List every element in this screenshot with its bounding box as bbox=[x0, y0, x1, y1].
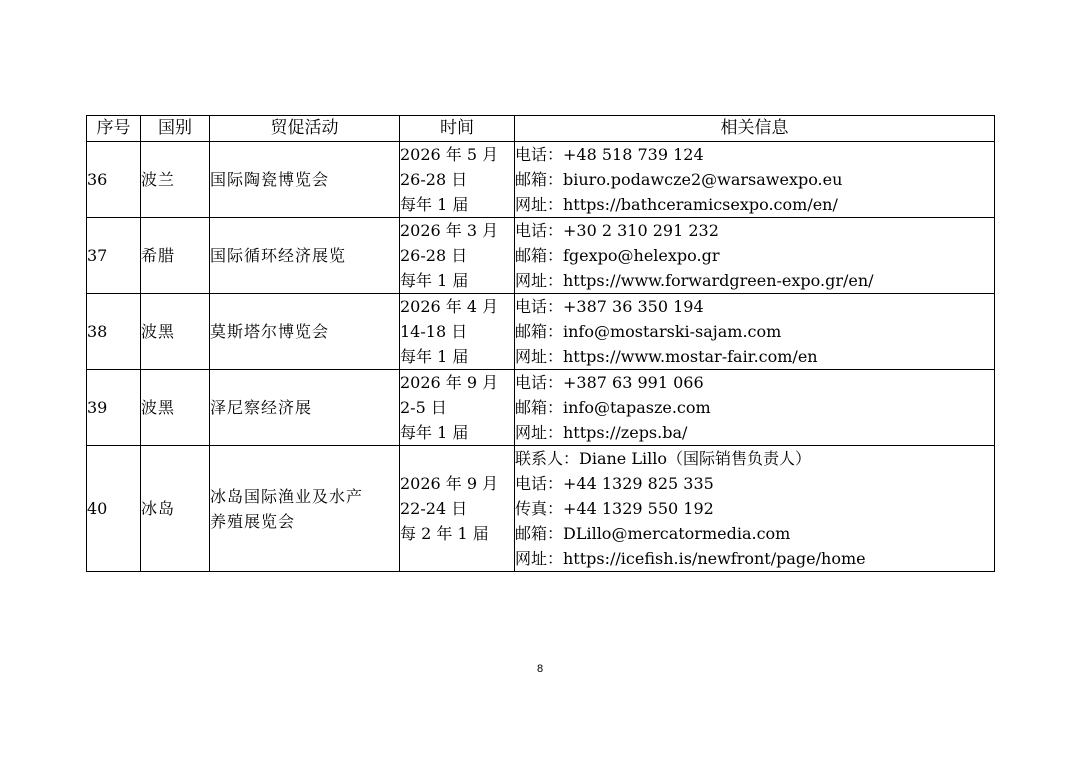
header-country: 国别 bbox=[141, 116, 210, 142]
table-header-row bbox=[87, 116, 995, 142]
time-line: 每年 1 届 bbox=[400, 271, 469, 290]
activity-line: 养殖展览会 bbox=[210, 511, 296, 531]
time-line: 26-28 日 bbox=[400, 170, 468, 189]
row-activity bbox=[210, 446, 400, 572]
activity-line: 国际陶瓷博览会 bbox=[210, 170, 330, 189]
row-country: 希腊 bbox=[141, 218, 210, 294]
info-line: 网址：https://www.forwardgreen-expo.gr/en/ bbox=[515, 271, 874, 290]
activity-line: 冰岛国际渔业及水产 bbox=[210, 486, 364, 506]
trade-promotion-table bbox=[86, 115, 995, 572]
info-line: 网址：https://zeps.ba/ bbox=[515, 423, 688, 442]
time-line: 2026 年 4 月 bbox=[400, 297, 499, 316]
header-info: 相关信息 bbox=[515, 116, 995, 142]
table-row bbox=[87, 142, 995, 218]
row-time bbox=[400, 142, 515, 218]
header-number: 序号 bbox=[87, 116, 141, 142]
table-row bbox=[87, 294, 995, 370]
activity-line: 泽尼察经济展 bbox=[210, 398, 313, 417]
row-number: 36 bbox=[87, 142, 141, 218]
time-line: 14-18 日 bbox=[400, 322, 468, 341]
table-body bbox=[87, 142, 995, 572]
table-row bbox=[87, 218, 995, 294]
row-country: 波兰 bbox=[141, 142, 210, 218]
info-line: 网址：https://bathceramicsexpo.com/en/ bbox=[515, 195, 838, 214]
time-line: 2026 年 9 月 bbox=[400, 373, 499, 392]
time-line: 2026 年 5 月 bbox=[400, 145, 499, 164]
page-number: 8 bbox=[536, 663, 544, 675]
info-line: 传真：+44 1329 550 192 bbox=[515, 499, 714, 518]
time-line: 每年 1 届 bbox=[400, 195, 469, 214]
row-activity bbox=[210, 294, 400, 370]
info-line: 邮箱：info@mostarski-sajam.com bbox=[515, 322, 782, 341]
row-info bbox=[515, 294, 995, 370]
time-line: 22-24 日 bbox=[400, 499, 468, 518]
time-line: 26-28 日 bbox=[400, 246, 468, 265]
row-info bbox=[515, 142, 995, 218]
time-line: 每年 1 届 bbox=[400, 423, 469, 442]
activity-line: 国际循环经济展览 bbox=[210, 246, 347, 265]
info-line: 邮箱：fgexpo@helexpo.gr bbox=[515, 246, 720, 265]
header-time: 时间 bbox=[400, 116, 515, 142]
time-line: 2026 年 9 月 bbox=[400, 474, 499, 493]
row-country: 波黑 bbox=[141, 370, 210, 446]
info-line: 邮箱：info@tapasze.com bbox=[515, 398, 711, 417]
row-number: 37 bbox=[87, 218, 141, 294]
table-row bbox=[87, 370, 995, 446]
row-time bbox=[400, 218, 515, 294]
info-line: 邮箱：DLillo@mercatormedia.com bbox=[515, 524, 791, 543]
info-line: 电话：+387 36 350 194 bbox=[515, 297, 704, 316]
table-row bbox=[87, 446, 995, 572]
row-activity bbox=[210, 142, 400, 218]
info-line: 网址：https://icefish.is/newfront/page/home bbox=[515, 549, 866, 568]
row-time bbox=[400, 446, 515, 572]
info-line: 电话：+387 63 991 066 bbox=[515, 373, 704, 392]
time-line: 每年 1 届 bbox=[400, 347, 469, 366]
row-country: 冰岛 bbox=[141, 446, 210, 572]
row-number: 38 bbox=[87, 294, 141, 370]
info-line: 电话：+30 2 310 291 232 bbox=[515, 221, 719, 240]
row-country: 波黑 bbox=[141, 294, 210, 370]
row-info bbox=[515, 218, 995, 294]
time-line: 2-5 日 bbox=[400, 398, 447, 417]
row-time bbox=[400, 370, 515, 446]
time-line: 每 2 年 1 届 bbox=[400, 524, 489, 543]
info-line: 电话：+48 518 739 124 bbox=[515, 145, 704, 164]
row-info bbox=[515, 446, 995, 572]
info-line: 电话：+44 1329 825 335 bbox=[515, 474, 714, 493]
row-number: 39 bbox=[87, 370, 141, 446]
info-line: 邮箱：biuro.podawcze2@warsawexpo.eu bbox=[515, 170, 843, 189]
info-line: 联系人：Diane Lillo（国际销售负责人） bbox=[515, 449, 811, 468]
header-activity: 贸促活动 bbox=[210, 116, 400, 142]
time-line: 2026 年 3 月 bbox=[400, 221, 499, 240]
row-activity bbox=[210, 370, 400, 446]
activity-line: 莫斯塔尔博览会 bbox=[210, 322, 330, 341]
info-line: 网址：https://www.mostar-fair.com/en bbox=[515, 347, 818, 366]
row-number: 40 bbox=[87, 446, 141, 572]
row-time bbox=[400, 294, 515, 370]
row-info bbox=[515, 370, 995, 446]
row-activity bbox=[210, 218, 400, 294]
